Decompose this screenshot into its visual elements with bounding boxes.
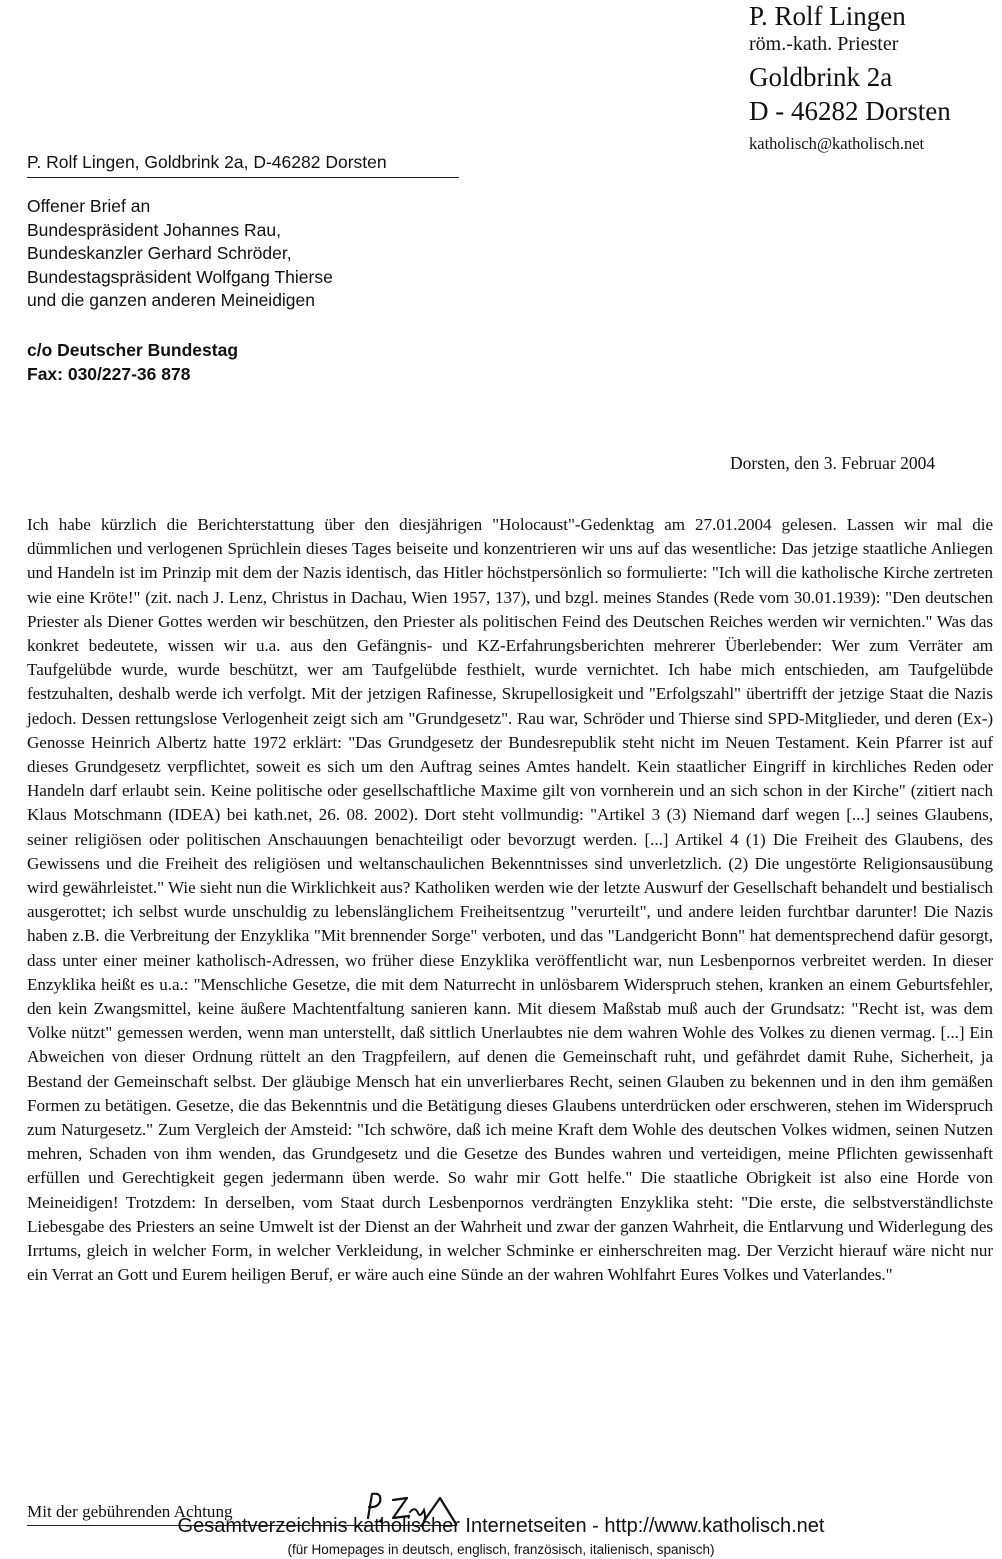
date-line: Dorsten, den 3. Februar 2004 (730, 453, 936, 473)
letter-body: Ich habe kürzlich die Berichterstattung über den diesjährigen "Holocaust"-Gedenktag am 27.01.2004 gelesen. Lassen wir mal die dümmlichen und verlogenen Sprüchlein dieses Tages beiseite und konzentrieren wir uns auf das wesentliche: Das jetzige staatliche Anliegen und Handeln ist im Prinzip mit dem der Nazis identisch, das Hitler höchstpersönlich so formulierte: "Ich will die katholische Kirche zertreten wie eine Kröte!" (zit. nach J. Lenz, Christus in Dachau, Wien 1957, 137), und bzgl. meines Standes (Rede vom 30.01.1939): "Den deutschen Priester als Diener Gottes werden wir beschützen, den Priester als politischen Feind des Deutschen Reiches werden wir vernichten." Was das konkret bedeutete, wissen wir u.a. aus den Gefängnis- und KZ-Erfahrungsberichten mehrerer Überlebender: Wer zum Verräter am Taufgelübde wurde, wurde beschützt, wer am Taufgelübde festhielt, wurde vernichtet. Ich habe mich entschieden, am Taufgelübde festzuhalten, deshalb werde ich verfolgt. Mit der jetzigen Rafinesse, Skrupellosigkeit und "Erfolgszahl" übertrifft der jetzige Staat die Nazis jedoch. Dessen rettungslose Verlogenheit zeigt sich am "Grundgesetz". Rau war, Schröder und Thierse sind SPD-Mitglieder, und deren (Ex-) Genosse Heinrich Albertz hatte 1972 erklärt: "Das Grundgesetz der Bundesrepublik steht nicht im Neuen Testament. Kein Pfarrer ist auf dieses Grundgesetz verpflichtet, soweit es sich um den Auftrag seines Amtes handelt. Kein staatlicher Eingriff in kirchliches Reden oder Handeln darf erlaubt sein. Keine politische oder gesellschaftliche Maxime gilt von vornherein und an sich schon in der Kirche" (zitiert nach Klaus Motschmann (IDEA) bei kath.net, 26. 08. 2002). Dort steht vollmundig: "Artikel 3 (3) Niemand darf wegen [...] seines Glaubens, seiner religiösen oder politischen Anschauungen benachteiligt oder bevorzugt werden. [...] Artikel 4 (1) Die Freiheit des Glaubens, des Gewissens und die Freiheit des religiösen und weltanschaulichen Bekenntnisses sind unverletzlich. (2) Die ungestörte Religionsausübung wird gewährleistet." Wie sieht nun die Wirklichkeit aus? Katholiken werden wie der letzte Auswurf der Gesellschaft behandelt und bestialisch ausgerottet; ich selbst wurde unschuldig zu lebenslänglichem Freiheitsentzug "verurteilt", und andere leiden furchtbar darunter! Die Nazis haben z.B. die Verbreitung der Enzyklika "Mit brennender Sorge" verboten, und das "Landgericht Bonn" hat dementsprechend dafür gesorgt, dass unter einer meiner katholisch-Adressen, wo früher diese Enzyklika veröffentlicht war, nun Lesbenpornos verbreitet werden. In dieser Enzyklika heißt es u.a.: "Menschliche Gesetze, die mit dem Naturrecht in unlösbarem Widerspruch stehen, kranken an einem Geburtsfehler, den kein Zwangsmittel, keine äußere Machtentfaltung sanieren kann. Mit diesem Maßstab muß auch der Grundsatz: "Recht ist, was dem Volke nützt" gemessen werden, wenn man unterstellt, daß sittlich Unerlaubtes nie dem wahren Wohle des Volkes zu dienen vermag. [...] Ein Abweichen von dieser Ordnung rüttelt an den Tragpfeilern, auf denen die Gemeinschaft ruht, und gefährdet damit Ruhe, Sicherheit, ja Bestand der Gemeinschaft selbst. Der gläubige Mensch hat ein unverlierbares Recht, seinen Glauben zu bekennen und in den ihm gemäßen Formen zu betätigen. Gesetze, die das Bekenntnis und die Betätigung dieses Glaubens unterdrücken oder erschweren, stehen im Widerspruch zum Naturgesetz." Zum Vergleich der Amsteid: "Ich schwöre, daß ich meine Kraft dem Wohle des deutschen Volkes widmen, seinen Nutzen mehren, Schaden von ihm wenden, das Grundgesetz und die Gesetze des Bundes wahren und verteidigen, meine Pflichten gewissenhaft erfüllen und Gerechtigkeit gegen jedermann üben werde. So wahr mir Gott helfe." Die staatliche Obrigkeit ist also eine Horde von Meineidigen! Trotzdem: In derselben, vom Staat durch Lesbenpornos verdrängten Enzyklika steht: "Die erste, die selbstverständlichste Liebesgabe des Priesters an seine Umwelt ist der Dienst an der Wahrheit und zwar der ganzen Wahrheit, die Entlarvung und Widerlegung des Irrtums, gleich in welcher Form, in welcher Verkleidung, in welcher Schminke er einherschreiten mag. Der Verzicht hierauf wäre nicht nur ein Verrat an Gott und Eurem heiligen Beruf, er wäre auch eine Sünde an der wahren Wohlfahrt Eures Volkes und Vaterlandes." (27, 515, 993, 1285)
sender-name: P. Rolf Lingen (749, 1, 906, 31)
recipient-line: und die ganzen anderen Meineidigen (27, 290, 316, 310)
sender-email: katholisch@katholisch.net (749, 134, 925, 153)
care-of-line: c/o Deutscher Bundestag (27, 340, 239, 360)
sender-city: D - 46282 Dorsten (749, 96, 951, 126)
closing-line: Mit der gebührenden Achtung (27, 1502, 233, 1521)
footer-subtitle: (für Homepages in deutsch, englisch, französisch, italienisch, spanisch) (287, 1542, 715, 1557)
sender-role: röm.-kath. Priester (749, 33, 899, 55)
letterhead (749, 2, 999, 152)
recipient-line: Bundespräsident Johannes Rau, (27, 219, 281, 240)
recipient-line: Bundeskanzler Gerhard Schröder, (27, 243, 292, 263)
fax-line: Fax: 030/227-36 878 (27, 364, 191, 384)
recipient-line: Offener Brief an (27, 196, 151, 216)
sender-street: Goldbrink 2a (749, 62, 893, 92)
care-of-block (27, 338, 238, 386)
footer-title: Gesamtverzeichnis katholischer Internetseiten - http://www.katholisch.net (177, 1515, 825, 1537)
recipient-block (27, 195, 333, 313)
recipient-line: Bundestagspräsident Wolfgang Thierse (27, 266, 333, 287)
return-address: P. Rolf Lingen, Goldbrink 2a, D-46282 Dorsten (27, 152, 459, 178)
